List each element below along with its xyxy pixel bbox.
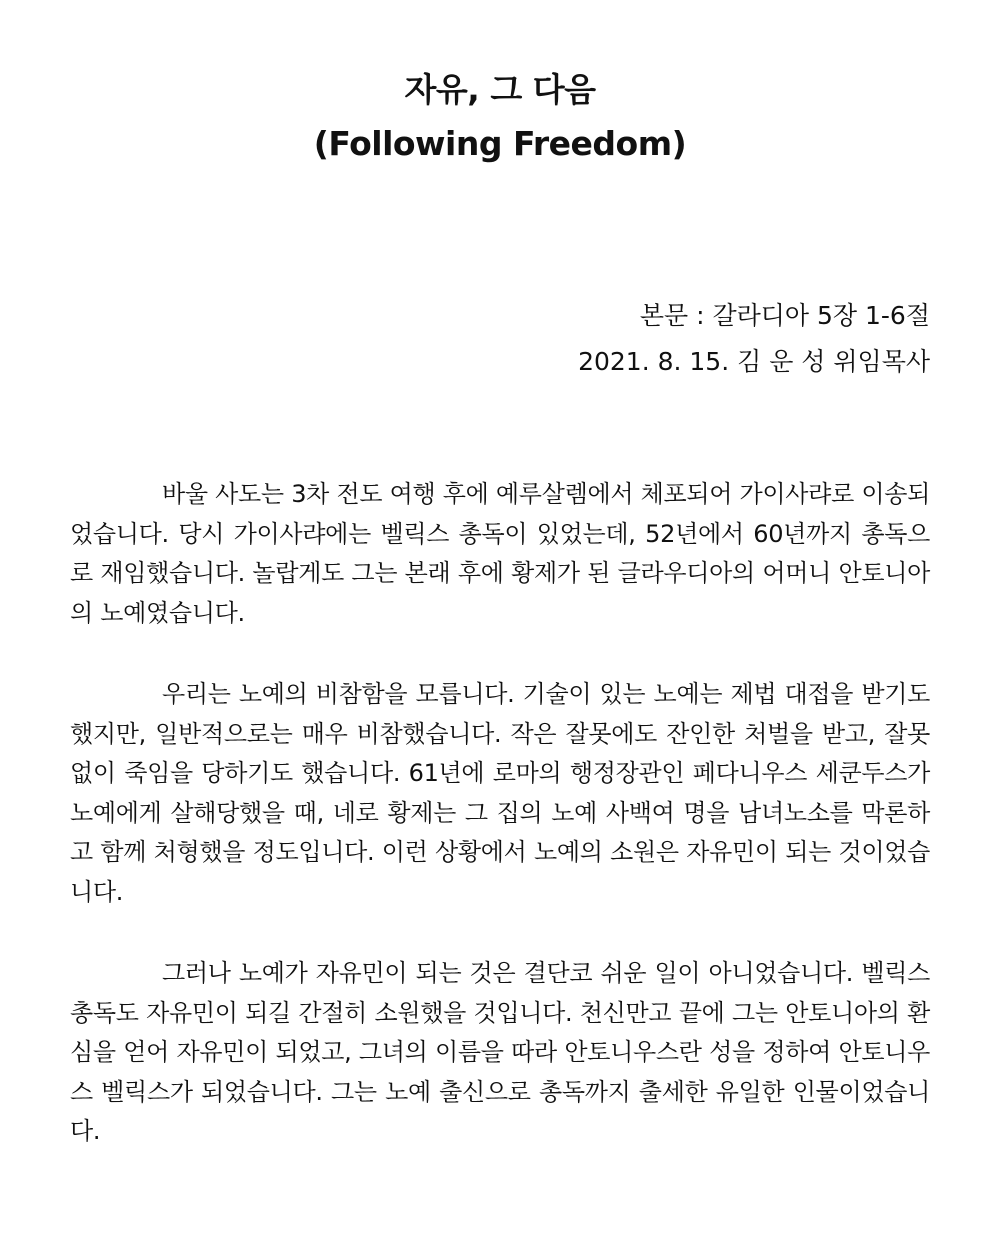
scripture-reference: 본문 : 갈라디아 5장 1-6절 xyxy=(639,301,930,330)
paragraph-3: 그러나 노예가 자유민이 되는 것은 결단코 쉬운 일이 아니었습니다. 벨릭스 총독도 자유민이 되길 간절히 소원했을 것입니다. 천신만고 끝에 그는 안토니아의 환심을 얻어 자유민이 되었고, 그녀의 이름을 따라 안토니우스란 성을 정하여 안토니우스 벨릭스가 되었습니다. 그는 노예 출신으로 총독까지 출세한 유일한 인물이었습니다. xyxy=(70,959,930,1145)
paragraph-2: 우리는 노예의 비참함을 모릅니다. 기술이 있는 노예는 제법 대접을 받기도 했지만, 일반적으로는 매우 비참했습니다. 작은 잘못에도 잔인한 처벌을 받고, 잘못 없이 죽임을 당하기도 했습니다. 61년에 로마의 행정장관인 페다니우스 세쿤두스가 노예에게 살해당했을 때, 네로 황제는 그 집의 노예 사백여 명을 남녀노소를 막론하고 함께 처형했을 정도입니다. 이런 상황에서 노예의 소원은 자유민이 되는 것이었습니다. xyxy=(70,680,930,906)
page-subtitle: (Following Freedom) xyxy=(313,124,687,163)
date-and-preacher: 2021. 8. 15. 김 운 성 위임목사 xyxy=(578,347,930,376)
page-title: 자유, 그 다음 xyxy=(404,70,596,109)
paragraph-1: 바울 사도는 3차 전도 여행 후에 예루살렘에서 체포되어 가이사랴로 이송되었습니다. 당시 가이사랴에는 벨릭스 총독이 있었는데, 52년에서 60년까지 총독으로 재임했습니다. 놀랍게도 그는 본래 후에 황제가 된 글라우디아의 어머니 안토니아의 노예였습니다. xyxy=(70,480,930,627)
sermon-body xyxy=(70,475,930,1194)
